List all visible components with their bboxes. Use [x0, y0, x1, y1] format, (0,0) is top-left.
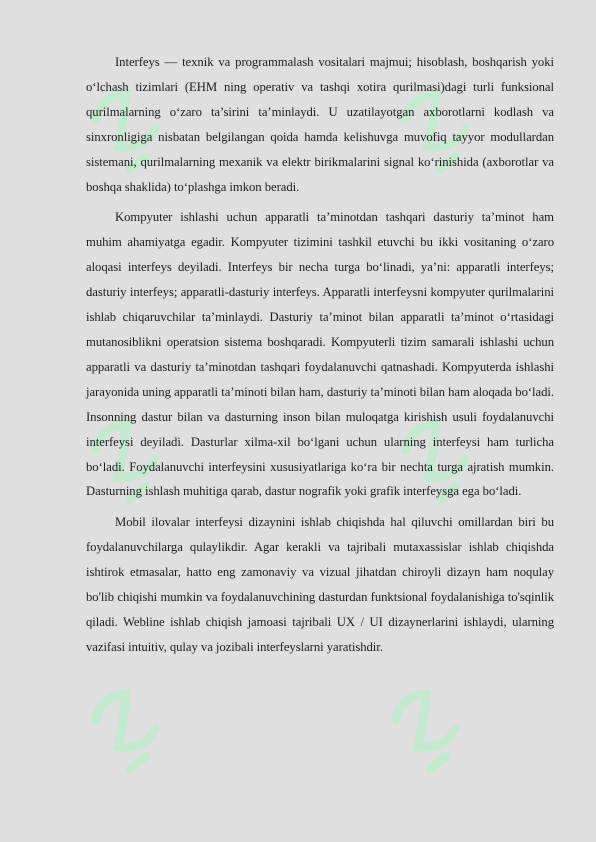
paragraph-interface-types: Kompyuter ishlashi uchun apparatli ta’minotdan tashqari dasturiy ta’minot ham muhim ahamiyatga egadir. Kompyuter tizimini tashkil etuvchi bu ikki vositaning o‘zaro aloqasi interfeys deyiladi. Interfeys bir necha turga bo‘linadi, ya’ni: apparatli interfeys; dasturiy interfeys; apparatli-dasturiy interfeys. Apparatli interfeysni kompyuter qurilmalarini ishlab chiqaruvchilar ta’minlaydi. Dasturiy ta’minot bilan apparatli ta’minot o‘rtasidagi mutanosiblikni operatsion sistema boshqaradi. Kompyuterli tizim samarali ishlashi uchun apparatli va dasturiy ta’minotdan tashqari foydalanuvchi qatnashadi. Kompyuterda ishlashi jarayonida uning apparatli ta’minoti bilan ham, dasturiy ta’minoti bilan ham aloqada bo‘ladi. Insonning dastur bilan va dasturning inson bilan muloqatga kirishish usuli foydalanuvchi interfeysi deyiladi. Dasturlar xilma-xil bo‘lgani uchun ularning interfeysi ham turlicha bo‘ladi. Foydalanuvchi interfeysini xususiyatlariga ko‘ra bir nechta turga ajratish mumkin. Dasturning ishlash muhitiga qarab, dastur nografik yoki grafik interfeysga ega bo‘ladi. — [86, 210, 554, 499]
document-body — [86, 50, 554, 666]
paragraph-interface-definition: Interfeys — texnik va programmalash vositalari majmui; hisoblash, boshqarish yoki o‘lchash tizimlari (EHM ning operativ va tashqi xotira qurilmasi)dagi turli funksional qurilmalarning o‘zaro ta’sirini ta’minlaydi. U uzatilayotgan axborotlarni kodlash va sinxronligiga nisbatan belgilangan qoida hamda kelishuvga muvofiq tayyor modullardan sistemani, qurilmalarning mexanik va elektr birikmalarini signal ko‘rinishida (axborotlar va boshqa shaklida) to‘plashga imkon beradi. — [86, 55, 554, 194]
paragraph-mobile-interface: Mobil ilovalar interfeysi dizaynini ishlab chiqishda hal qiluvchi omillardan biri bu foydalanuvchilarga qulaylikdir. Agar kerakli va tajribali mutaxassislar ishlab chiqishda ishtirok etmasalar, hatto eng zamonaviy va vizual jihatdan chiroyli dizayn ham noqulay bo'lib chiqishi mumkin va foydalanuvchining dasturdan funktsional foydalanishiga to'sqinlik qiladi. Webline ishlab chiqish jamoasi tajribali UX / UI dizaynerlarini ishlaydi, ularning vazifasi intuitiv, qulay va jozibali interfeyslarni yaratishdir. — [86, 515, 554, 654]
